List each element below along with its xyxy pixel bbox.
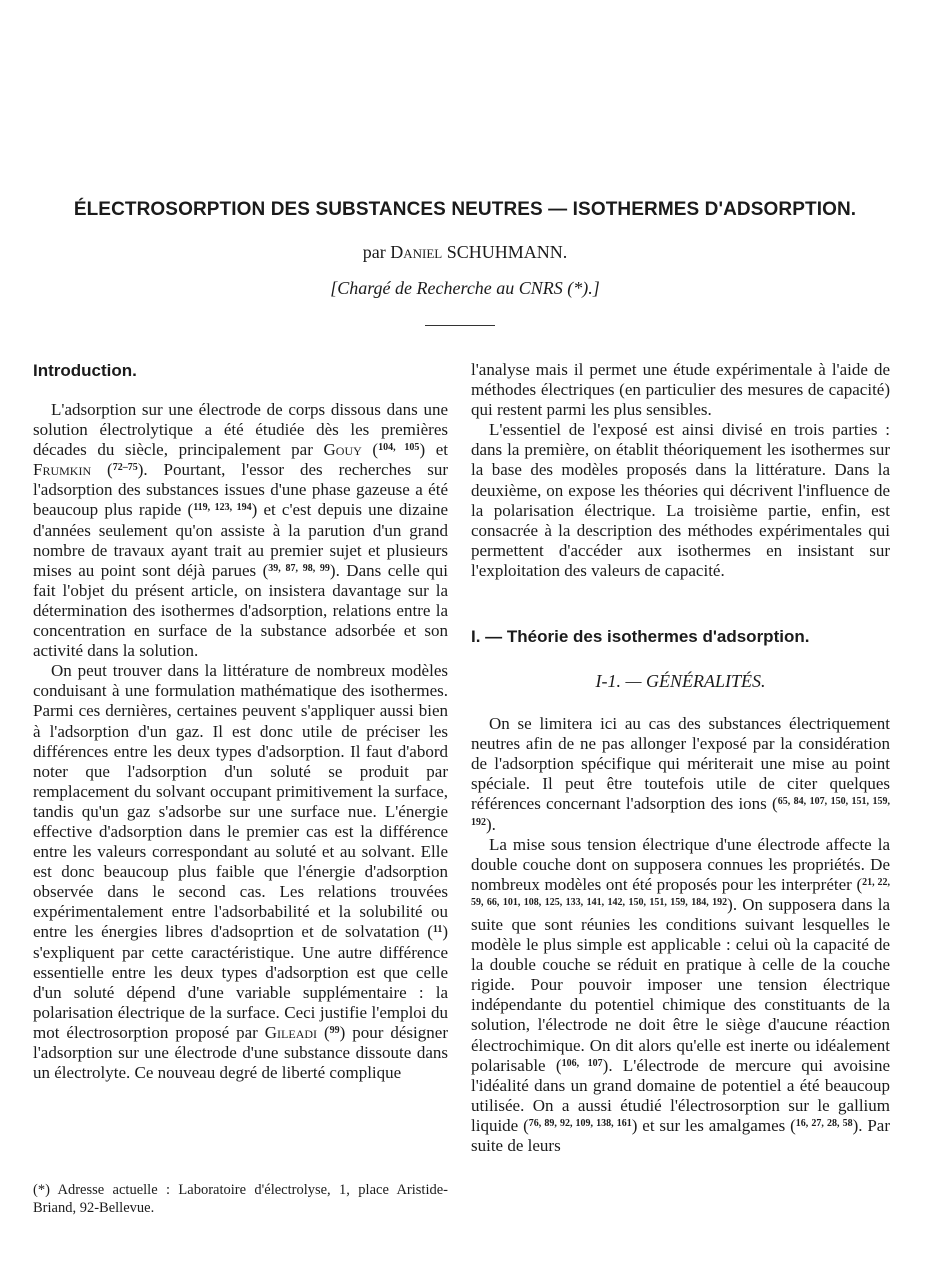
intro-paragraph-1: L'adsorption sur une électrode de corps dissous dans une solution électrolytique a été étudiée dès les premières décades du siècle, principalement par Gouy ($^{104, 105}$) et Frumkin ($^{72-75}$). Pourtant, l'essor des recherches sur l'adsorption des substances issues d'une phase gazeuse a été beaucoup plus rapide ($^{119, 123, 194}$) et c'est depuis une dizaine d'années seulement qu'on assiste à la parution d'un grand nombre de travaux ayant trait au premier sujet et plusieurs mises au point sont déjà parues ($^{39, 87, 98, 99}$). Dans celle qui fait l'objet du présent article, on insistera davantage sur la détermination des isothermes d'adsorption, relations entre la concentration en surface de la substance adsorbée et son activité dans la solution. <box>33 400 449 661</box>
intro-paragraph-3: l'analyse mais il permet une étude expérimentale à l'aide de méthodes électriques (en particulier des mesures de capacité) qui restent parmi les plus sensibles. <box>471 360 890 420</box>
left-column <box>33 360 448 1083</box>
title-divider <box>425 325 495 326</box>
intro-paragraph-4: L'essentiel de l'exposé est ainsi divisé en trois parties : dans la première, on établit théoriquement les isothermes sur la base des modèles proposés dans la littérature. Dans la deuxième, on expose les théories qui décrivent l'influence de la polarisation électrique. La troisième partie, enfin, est consacrée à la description des méthodes expérimentales qui permettent d'accéder aux isothermes en insistant sur l'exploitation des valeurs de capacité. <box>471 420 890 580</box>
citation: 104, 105 <box>378 442 420 454</box>
citation: 65, 84, 107, 150, 151, 159, 192 <box>471 796 891 828</box>
citation: 11 <box>432 924 443 936</box>
citation: 39, 87, 98, 99 <box>268 562 330 574</box>
affiliation-text: [Chargé de Recherche au CNRS (*).] <box>330 278 600 298</box>
author-ref-gouy: Gouy <box>323 440 362 460</box>
citation: 119, 123, 194 <box>193 502 252 514</box>
subsection-heading: I-1. — GÉNÉRALITÉS. <box>595 671 766 692</box>
citation: 99 <box>329 1024 340 1036</box>
section-1-heading: I. — Théorie des isothermes d'adsorption. <box>471 627 810 647</box>
citation: 72–75 <box>112 462 138 474</box>
citation: 16, 27, 28, 58 <box>795 1117 853 1129</box>
section-1-paragraph-2: La mise sous tension électrique d'une électrode affecte la double couche dont on supposera connues les propriétés. De nombreux modèles ont été proposés pour les interpréter ($^{21, 22, 59, 66, 101, 108, 125, 133, 141, 142, 150, 151, 159, 184, 192}$). On supposera dans la suite que sont réunies les conditions suivant lesquelles le modèle le plus simple est applicable : celui où la capacité de la double couche se réduit en pratique à celle de la couche rigide. Pour pouvoir imposer une tension électrique indépendante du potentiel chimique des constituants de la solution, l'électrode ne doit être le siège d'aucune réaction électrochimique. On dit alors qu'elle est inerte ou idéalement polarisable ($^{106, 107}$). L'électrode de mercure qui avoisine l'idéalité dans un grand domaine de potentiel a été beaucoup utilisée. On a aussi étudié l'électrosorption sur le gallium liquide ($^{76, 89, 92, 109, 138, 161}$) et sur les amalgames ($^{16, 27, 28, 58}$). Par suite de leurs <box>471 834 891 1155</box>
intro-heading: Introduction. <box>33 361 137 380</box>
citation: 106, 107 <box>561 1057 603 1069</box>
citation: 76, 89, 92, 109, 138, 161 <box>528 1117 632 1129</box>
author-first-name: Daniel <box>390 242 443 262</box>
intro-paragraph-2: On peut trouver dans la littérature de nombreux modèles conduisant à une formulation mathématique des isothermes. Parmi ces dernières, certaines peuvent s'appliquer aussi bien à l'adsorption d'un gaz. Il est donc utile de préciser les différences entre les deux types d'adsorption. Il faut d'abord noter que l'adsorption d'un soluté se produit par remplacement du solvant occupant primitivement la surface, tandis qu'un gaz s'adsorbe sur une surface nue. L'énergie effective d'adsorption dans le premier cas est la différence entre les valeurs correspondant au soluté et au solvant. Elle est donc beaucoup plus faible que l'énergie d'adsorption observée dans le second cas. Les relations trouvées expérimentalement entre l'adsorbabilité et la solubilité ou entre les énergies libres d'adsoprtion et de solvatation ($^{11}$) s'expliquent par cette caractéristique. Une autre différence essentielle entre les deux types d'adsorption est que celle d'un soluté dépend d'une variable supplémentaire : la polarisation électrique de la surface. Ceci justifie l'emploi du mot électrosorption proposé par Gileadi ($^{99}$) pour désigner l'adsorption sur une électrode d'une substance dissoute dans un électrolyte. Ce nouveau degré de liberté complique <box>33 661 448 1083</box>
right-column <box>471 360 890 1156</box>
author-last-name: SCHUHMANN. <box>442 242 568 262</box>
citation: 21, 22, 59, 66, 101, 108, 125, 133, 141, 142, 150, 151, 159, 184, 192 <box>471 876 890 908</box>
author-prefix: par <box>362 242 391 262</box>
author-line <box>0 242 930 263</box>
section-1-paragraph-1: On se limitera ici au cas des substances électriquement neutres afin de ne pas allonger l'exposé par la considération de l'adsorption spécifique qui mériterait une mise au point spéciale. Il peut être toutefois utile de citer quelques références concernant l'adsorption des ions ($^{65, 84, 107, 150, 151, 159, 192}$). <box>471 714 891 834</box>
author-affiliation <box>0 278 930 299</box>
author-ref-frumkin: Frumkin <box>33 460 92 480</box>
article-title: ÉLECTROSORPTION DES SUBSTANCES NEUTRES — ISOTHERMES D'ADSORPTION. <box>73 199 857 220</box>
footnote: (*) Adresse actuelle : Laboratoire d'électrolyse, 1, place Aristide-Briand, 92-Bellevue. <box>33 1182 448 1216</box>
author-ref-gileadi: Gileadi <box>264 1022 318 1042</box>
